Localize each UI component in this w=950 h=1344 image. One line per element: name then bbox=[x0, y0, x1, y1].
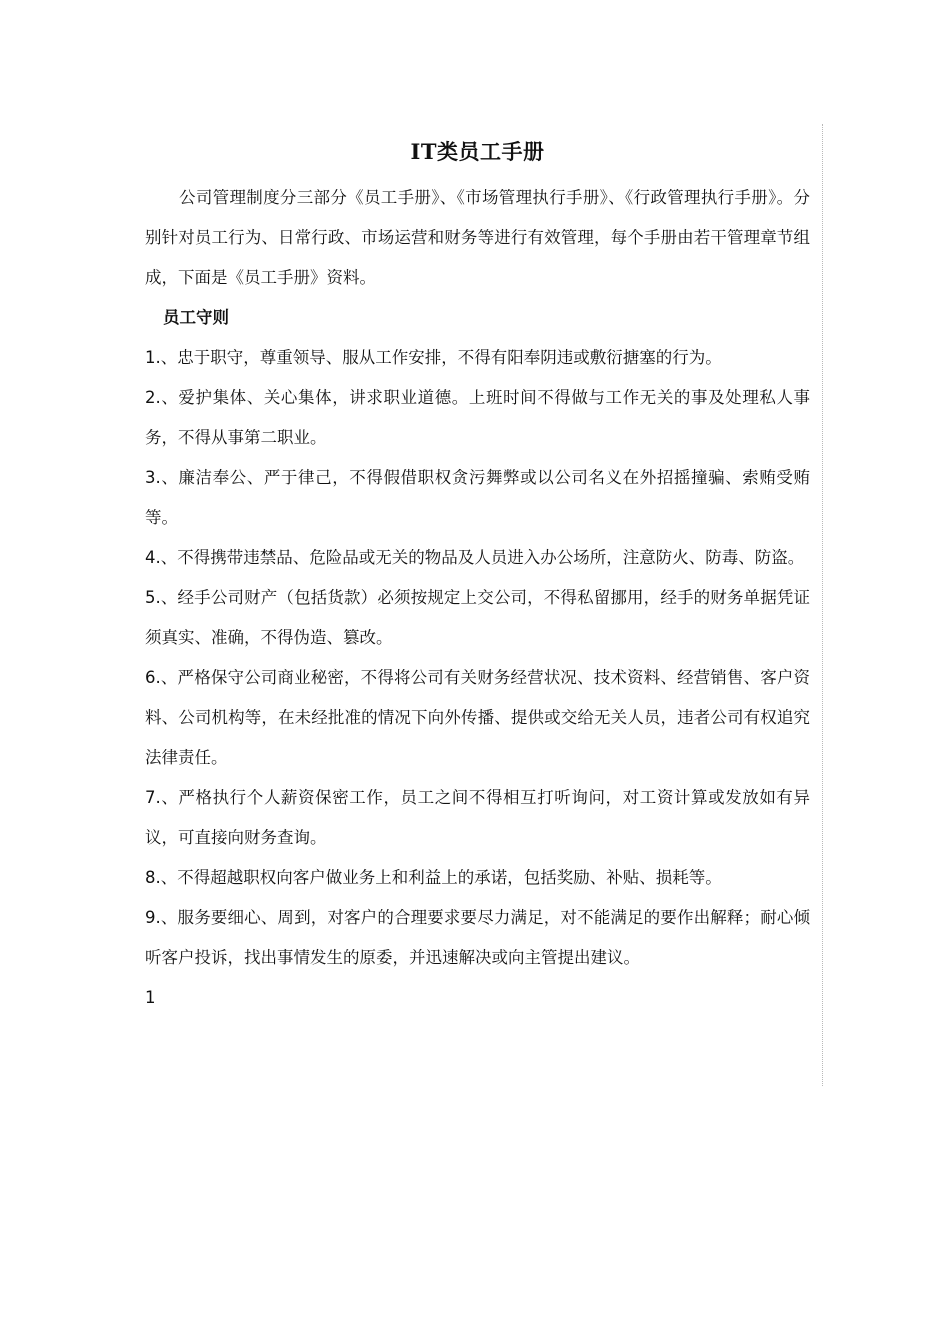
intro-paragraph: 公司管理制度分三部分《员工手册》、《市场管理执行手册》、《行政管理执行手册》。分别针对员工行为、日常行政、市场运营和财务等进行有效管理，每个手册由若干管理章节组成，下面是《员工手册》资料。 bbox=[145, 188, 810, 287]
rule-number: 3. bbox=[145, 468, 161, 487]
rule-number: 6. bbox=[145, 668, 161, 687]
rule-number: 5. bbox=[145, 588, 161, 607]
document-body bbox=[145, 134, 810, 1018]
rule-number: 2. bbox=[145, 388, 161, 407]
rule-item-3 bbox=[145, 458, 810, 538]
rule-number: 9. bbox=[145, 908, 161, 927]
rule-number: 7. bbox=[145, 788, 161, 807]
rule-item-2 bbox=[145, 378, 810, 458]
rule-number: 8. bbox=[145, 868, 161, 887]
rule-item-8 bbox=[145, 858, 810, 898]
rule-text: 、廉洁奉公、严于律己，不得假借职权贪污舞弊或以公司名义在外招摇撞骗、索贿受贿等。 bbox=[145, 468, 810, 527]
rule-item-5 bbox=[145, 578, 810, 658]
page-number: 1 bbox=[145, 988, 156, 1007]
rule-text: 、爱护集体、关心集体，讲求职业道德。上班时间不得做与工作无关的事及处理私人事务，不得从事第二职业。 bbox=[145, 388, 810, 447]
rule-text: 、严格保守公司商业秘密，不得将公司有关财务经营状况、技术资料、经营销售、客户资料、公司机构等，在未经批准的情况下向外传播、提供或交给无关人员，违者公司有权追究法律责任。 bbox=[145, 668, 810, 767]
document-title: IT类员工手册 bbox=[410, 139, 545, 164]
section-heading: 员工守则 bbox=[163, 308, 229, 327]
rule-number: 1. bbox=[145, 348, 161, 367]
rule-text: 、严格执行个人薪资保密工作，员工之间不得相互打听询问，对工资计算或发放如有异议，可直接向财务查询。 bbox=[145, 788, 810, 847]
rule-item-7 bbox=[145, 778, 810, 858]
rule-number: 4. bbox=[145, 548, 161, 567]
rule-item-6 bbox=[145, 658, 810, 778]
right-margin-guide bbox=[822, 124, 823, 1086]
rule-item-4 bbox=[145, 538, 810, 578]
rule-text: 、经手公司财产（包括货款）必须按规定上交公司，不得私留挪用，经手的财务单据凭证须真实、准确，不得伪造、篡改。 bbox=[145, 588, 810, 647]
rule-text: 、服务要细心、周到，对客户的合理要求要尽力满足，对不能满足的要作出解释；耐心倾听客户投诉，找出事情发生的原委，并迅速解决或向主管提出建议。 bbox=[145, 908, 810, 967]
rule-item-9 bbox=[145, 898, 810, 978]
rule-text: 、不得携带违禁品、危险品或无关的物品及人员进入办公场所，注意防火、防毒、防盗。 bbox=[160, 548, 805, 567]
rule-text: 、忠于职守，尊重领导、服从工作安排，不得有阳奉阴违或敷衍搪塞的行为。 bbox=[160, 348, 722, 367]
rule-item-1 bbox=[145, 338, 810, 378]
rule-text: 、不得超越职权向客户做业务上和利益上的承诺，包括奖励、补贴、损耗等。 bbox=[160, 868, 722, 887]
